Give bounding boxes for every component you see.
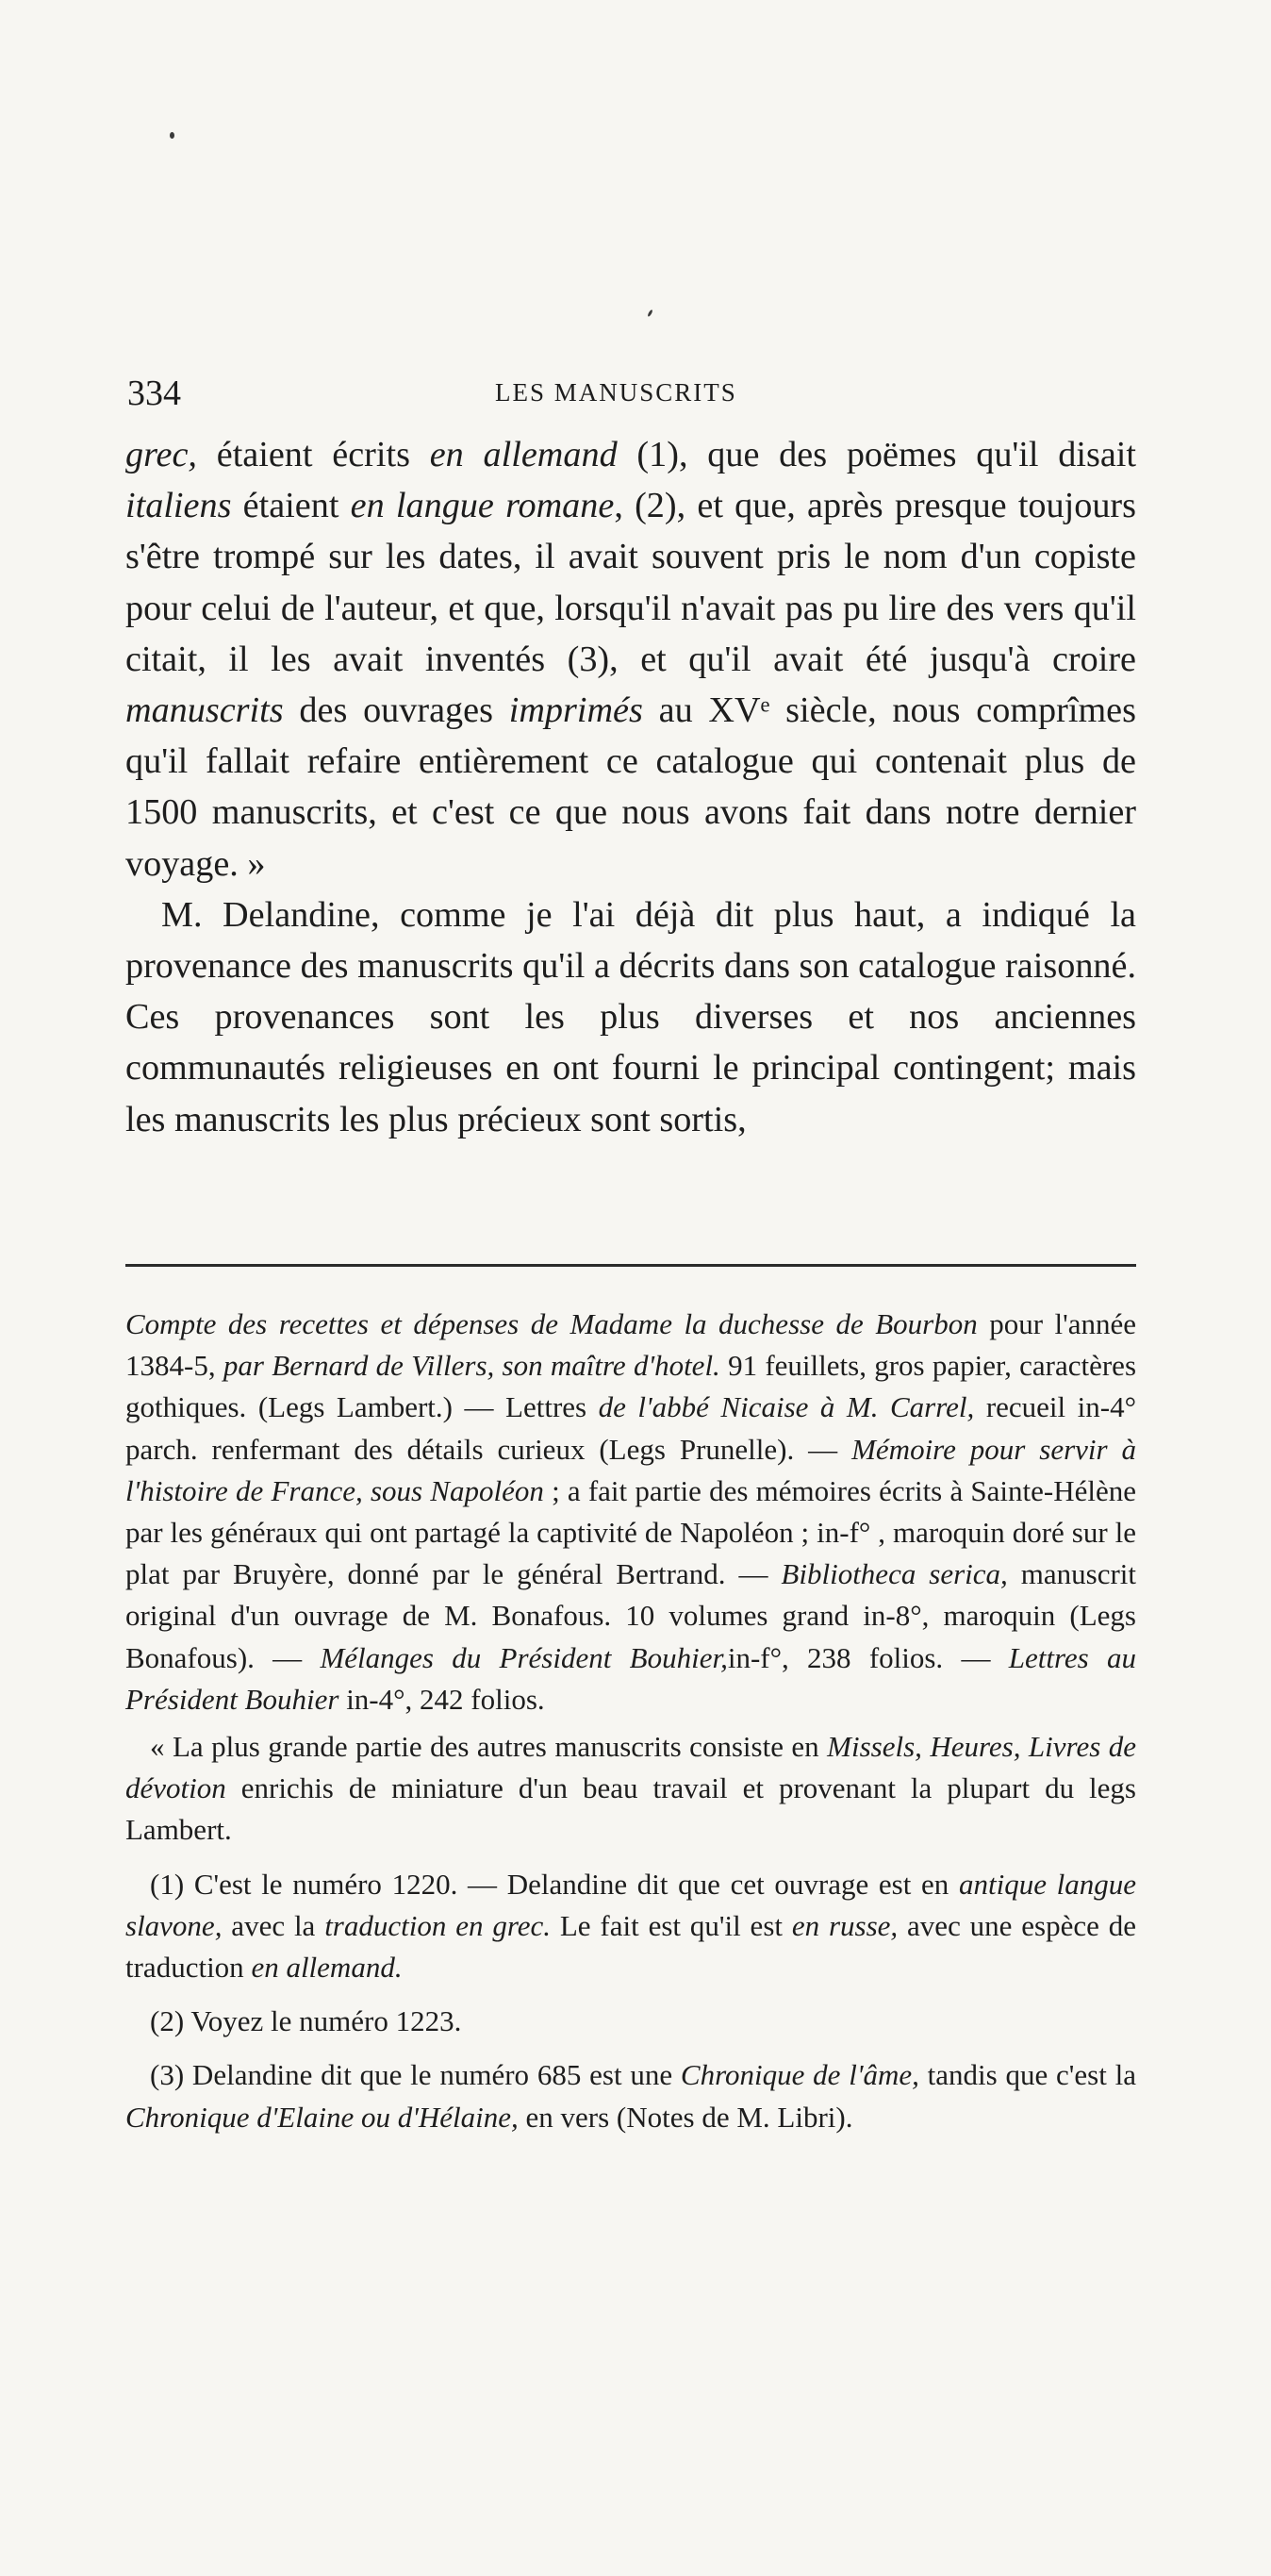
body-paragraph-1 — [125, 429, 1136, 889]
italic-run: Compte des recettes et dépenses de Madame la duchesse de Bourbon — [125, 1307, 978, 1340]
text-run: enrichis de miniature d'un beau travail et provenant la plupart du legs Lambert. — [125, 1771, 1136, 1847]
ink-speck — [647, 309, 653, 317]
text-run: (1), que des poëmes qu'il disait — [617, 435, 1137, 474]
text-run: (1) C'est le numéro 1220. — Delandine dit que cet ouvrage est en — [150, 1867, 959, 1901]
italic-run: italiens — [125, 486, 232, 526]
italic-run: en allemand. — [251, 1951, 403, 1985]
text-run: tandis que c'est la — [918, 2058, 1136, 2092]
italic-run: traduction en grec. — [324, 1908, 552, 1942]
text-run: Le fait est qu'il est — [551, 1908, 792, 1942]
text-run: « La plus grande partie des autres manuscrits consiste en — [150, 1730, 828, 1764]
italic-run: Chronique de l'âme, — [680, 2058, 919, 2092]
text-run: des ouvrages — [283, 690, 509, 731]
italic-run: en langue romane — [350, 486, 615, 526]
text-run: en vers (Notes de M. Libri). — [518, 2100, 853, 2134]
italic-run: de l'abbé Nicaise à M. Carrel, — [598, 1390, 975, 1424]
italic-run: Bibliotheca serica, — [781, 1557, 1008, 1591]
body-paragraph-2 — [125, 889, 1136, 1145]
footnote-1 — [125, 1864, 1136, 1989]
text-run: 91 feuillets, gros papier, caractères gothiques. (Legs Lambert.) — Lettres — [125, 1349, 1137, 1424]
text-run: pour l'année 1384-5, — [125, 1307, 1136, 1383]
footnote-2 — [125, 2001, 1136, 2042]
text-run: recueil in-4° parch. renfermant des détails curieux (Legs Prunelle). — — [125, 1390, 1136, 1466]
italic-run: par Bernard de Villers, son maître d'hotel. — [223, 1349, 720, 1383]
main-text — [125, 429, 1136, 1145]
footnote-3 — [125, 2054, 1136, 2137]
text-run: M. Delandine, comme je l'ai déjà dit plus haut, a indiqué la provenance des manuscrits qu'il a décrits dans son catalogue raisonné. Ces provenances sont les plus diverses et nos anciennes communautés religieuses en ont fourni le principal contingent; mais les manuscrits les plus précieux sont sortis, — [125, 894, 1136, 1139]
footnotes — [125, 1304, 1136, 2151]
italic-run: Mélanges du Président Bouhier, — [320, 1640, 728, 1674]
italic-run: Missels, Heures, Livres de dévotion — [125, 1730, 1137, 1805]
footnote-rule — [125, 1264, 1136, 1267]
italic-run: grec, — [125, 435, 197, 474]
italic-run: imprimés — [508, 690, 643, 731]
italic-run: antique langue slavone, — [125, 1867, 1136, 1942]
italic-run: en russe, — [791, 1908, 899, 1942]
text-run: étaient — [231, 486, 351, 526]
italic-run: Lettres au Président Bouhier — [125, 1640, 1136, 1716]
text-run: étaient écrits — [196, 435, 430, 474]
text-run: avec une espèce de traduction — [125, 1908, 1137, 1985]
italic-run: Mémoire pour servir à l'histoire de France, sous Napoléon — [125, 1432, 1136, 1507]
text-run: manuscrit original d'un ouvrage de M. Bonafous. 10 volumes grand in-8°, maroquin (Legs Bonafous). — — [125, 1557, 1136, 1674]
text-run: , (2), et que, après presque toujours s'être trompé sur les dates, il avait souvent pris le nom d'un copiste pour celui de l'auteur, et que, lorsqu'il n'avait pas pu lire des vers qu'il citait, il les avait inventés (3), et qu'il avait été jusqu'à croire — [125, 486, 1136, 679]
ink-speck — [170, 132, 174, 139]
footnote-quote — [125, 1726, 1136, 1852]
text-run: (2) Voyez le numéro 1223. — [150, 2004, 462, 2038]
text-run: in-f°, 238 folios. — — [727, 1640, 1009, 1674]
text-run: (3) Delandine dit que le numéro 685 est une — [150, 2058, 681, 2092]
text-run: ; a fait partie des mémoires écrits à Sainte-Hélène par les généraux qui ont partagé la captivité de Napoléon ; in-f° , maroquin doré sur le plat par Bruyère, donné par le général Bertrand. — — [125, 1473, 1137, 1591]
text-run: in-4°, 242 folios. — [338, 1682, 545, 1716]
footnote-continued — [125, 1304, 1136, 1720]
text-run: avec la — [222, 1908, 325, 1942]
running-title: LES MANUSCRITS — [495, 378, 737, 407]
running-header — [127, 373, 1136, 420]
text-run: au XVᵉ siècle, nous comprîmes qu'il fallait refaire entièrement ce catalogue qui contenait plus de 1500 manuscrits, et c'est ce que nous avons fait dans notre dernier voyage. » — [125, 690, 1136, 884]
page-number: 334 — [127, 374, 181, 413]
italic-run: manuscrits — [125, 690, 284, 731]
italic-run: Chronique d'Elaine ou d'Hélaine, — [125, 2100, 519, 2134]
italic-run: en allemand — [429, 435, 618, 474]
